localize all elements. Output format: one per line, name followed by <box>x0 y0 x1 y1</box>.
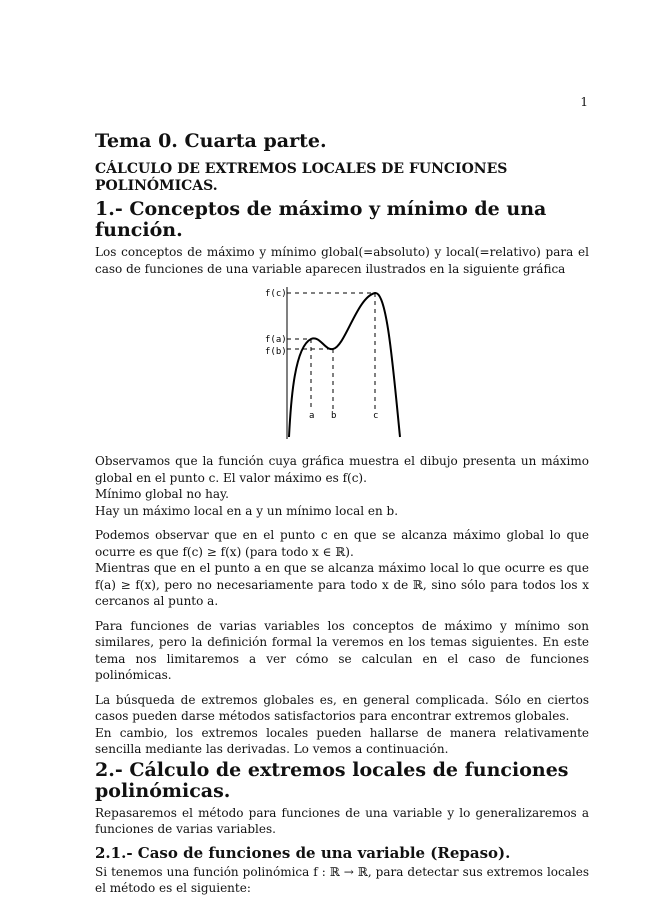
label-fb: f(b) <box>265 347 287 357</box>
para1-line2: Mínimo global no hay. <box>95 487 229 501</box>
section-1-intro: Los conceptos de máximo y mínimo global(=absoluto) y local(=relativo) para el caso de funciones de una variable aparecen ilustrados en la siguiente gráfica <box>95 245 589 276</box>
para1-line1: Observamos que la función cuya gráfica muestra el dibujo presenta un máximo global en el punto c. El valor máximo es f(c). <box>95 454 589 485</box>
para1-line3: Hay un máximo local en a y un mínimo local en b. <box>95 503 399 518</box>
para4-line1: La búsqueda de extremos globales es, en general complicada. Sólo en ciertos casos pueden darse métodos satisfactorios para encontrar extremos globales. <box>95 692 589 723</box>
para3: Para funciones de varias variables los conceptos de máximo y mínimo son similares, pero la definición formal la veremos en los temas siguientes. En este tema nos limitaremos a ver cómo se calculan en el caso de funciones polinómicas. <box>95 618 589 682</box>
section-2-title: 2.- Cálculo de extremos locales de funciones polinómicas. <box>95 758 569 802</box>
para4-line2: En cambio, los extremos locales pueden hallarse de manera relativamente sencilla mediante las derivadas. Lo vemos a continuación. <box>95 725 589 756</box>
tema-title: Tema 0. Cuarta parte. <box>95 130 327 152</box>
section-2-1-title: 2.1.- Caso de funciones de una variable (Repaso). <box>95 843 511 862</box>
label-c: c <box>373 411 379 421</box>
function-curve <box>289 293 400 437</box>
document-body <box>95 130 589 897</box>
para2-line1: Podemos observar que en el punto c en que se alcanza máximo global lo que ocurre es que f(c) ≥ f(x) (para todo x ∈ ℝ). <box>95 528 589 559</box>
page-number: 1 <box>580 95 588 109</box>
calc-title: CÁLCULO DE EXTREMOS LOCALES DE FUNCIONES POLINÓMICAS. <box>95 161 508 194</box>
label-fa: f(a) <box>265 335 287 345</box>
para2-line2: Mientras que en el punto a en que se alcanza máximo local lo que ocurre es que f(a) ≥ f(x), pero no necesariamente para todo x de ℝ, sino sólo para todos los x cercanos al punto a. <box>95 561 589 608</box>
section-2-intro: Repasaremos el método para funciones de una variable y lo generalizaremos a funciones de varias variables. <box>95 805 589 836</box>
label-fc: f(c) <box>265 289 287 299</box>
label-a: a <box>309 411 315 421</box>
graph-svg <box>265 287 415 439</box>
section-2-1-intro: Si tenemos una función polinómica f : ℝ → ℝ, para detectar sus extremos locales el método es el siguiente: <box>95 864 589 895</box>
section-1-title: 1.- Conceptos de máximo y mínimo de una función. <box>95 198 547 241</box>
label-b: b <box>331 411 337 421</box>
function-graph <box>95 287 589 439</box>
